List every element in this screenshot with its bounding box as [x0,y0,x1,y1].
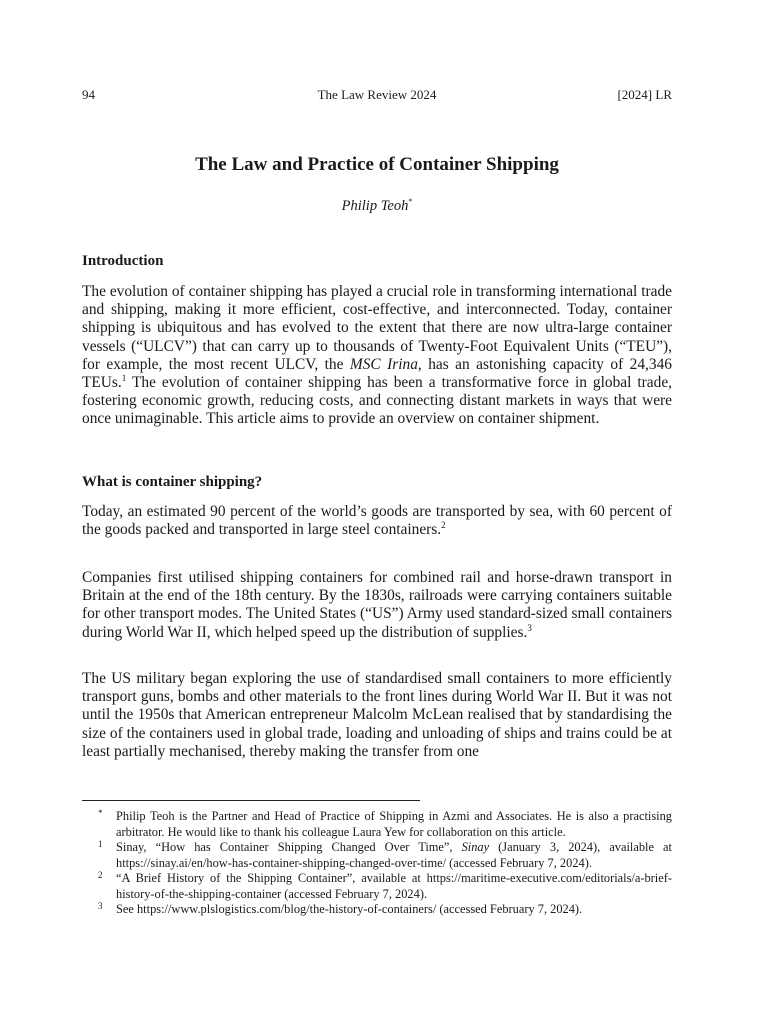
footnote-source-name: Sinay [461,840,490,854]
author-name: Philip Teoh [341,197,409,214]
footnote-text: (January 3, 2024), available at https://sinay.ai/en/how-has-container-shipping-changed-over-time/ (accessed February 7, 2024). [116,840,672,870]
paragraph-what-3 [82,670,672,761]
paragraph-text: Today, an estimated 90 percent of the world’s goods are transported by sea, with 60 percent of the goods packed and transported in large steel containers. [82,503,672,539]
footnote-2 [82,871,672,902]
page-number: 94 [82,87,95,102]
journal-citation: [2024] LR [617,87,672,102]
footnote-author [82,809,672,840]
intro-text-part-b: , has an astonishing capacity of 24,346 TEUs. [82,355,672,392]
author-footnote-ref[interactable]: * [408,197,413,206]
footnote-text: Philip Teoh is the Partner and Head of Practice of Shipping in Azmi and Associates. He is also a practising arbitrator. He would like to thank his colleague Laura Yew for collaboration on this article. [116,809,672,839]
footnote-text: See https://www.plslogistics.com/blog/the-history-of-containers/ (accessed February 7, 2024). [116,902,583,916]
article-title: The Law and Practice of Container Shipping [195,154,559,175]
vessel-name: MSC Irina [349,355,418,373]
section-heading-what-is-container-shipping: What is container shipping? [82,474,263,490]
footnote-mark: 1 [98,839,103,849]
footnote-ref-3[interactable]: 3 [527,622,532,633]
running-head [82,86,672,104]
journal-title: The Law Review 2024 [317,87,437,102]
footnote-mark: 2 [98,870,103,880]
footnote-mark: * [98,808,103,818]
paragraph-text: Companies first utilised shipping containers for combined rail and horse-drawn transport in Britain at the end of the 18th century. By the 1830s, railroads were carrying containers suitable for other transport modes. The United States (“US”) Army used standard-sized small containers during World War II, which helped speed up the distribution of supplies. [82,569,672,641]
footnote-text: “A Brief History of the Shipping Container”, available at https://maritime-executive.com/editorials/a-brief-history-of-the-shipping-container (accessed February 7, 2024). [116,871,672,901]
footnote-text: Sinay, “How has Container Shipping Changed Over Time”, [116,840,462,854]
footnote-1 [82,840,672,871]
paragraph-text: The US military began exploring the use of standardised small containers to more efficiently transport guns, bombs and other materials to the front lines during World War II. But it was not until the 1950s that American entrepreneur Malcolm McLean realised that by standardising the size of the containers used in global trade, loading and unloading of ships and trains could be at least partially mechanised, thereby making the transfer from one [82,670,672,760]
intro-text-part-a: The evolution of container shipping has played a crucial role in transforming international trade and shipping, making it more efficient, cost-effective, and interconnected. Today, container shipping is ubiquitous and has evolved to the extent that there are now ultra-large container vessels (“ULCV”) that can carry up to thousands of Twenty-Foot Equivalent Units (“TEU”), for example, the most recent ULCV, the [82,283,672,373]
paragraph-what-1 [82,503,672,539]
footnote-ref-2[interactable]: 2 [441,520,446,531]
footnote-ref-1[interactable]: 1 [121,372,127,383]
article-author [82,192,672,216]
section-heading-introduction: Introduction [82,253,164,269]
footnote-separator [82,800,420,801]
footnote-mark: 3 [98,901,103,911]
footnote-3 [82,902,672,918]
footnotes [82,809,672,918]
paragraph-introduction [82,283,672,429]
intro-text-part-c: The evolution of container shipping has been a transformative force in global trade, fostering economic growth, reducing costs, and connecting distant markets in ways that were once unimaginable. This article aims to provide an overview on container shipment. [82,374,672,428]
paragraph-what-2 [82,569,672,642]
